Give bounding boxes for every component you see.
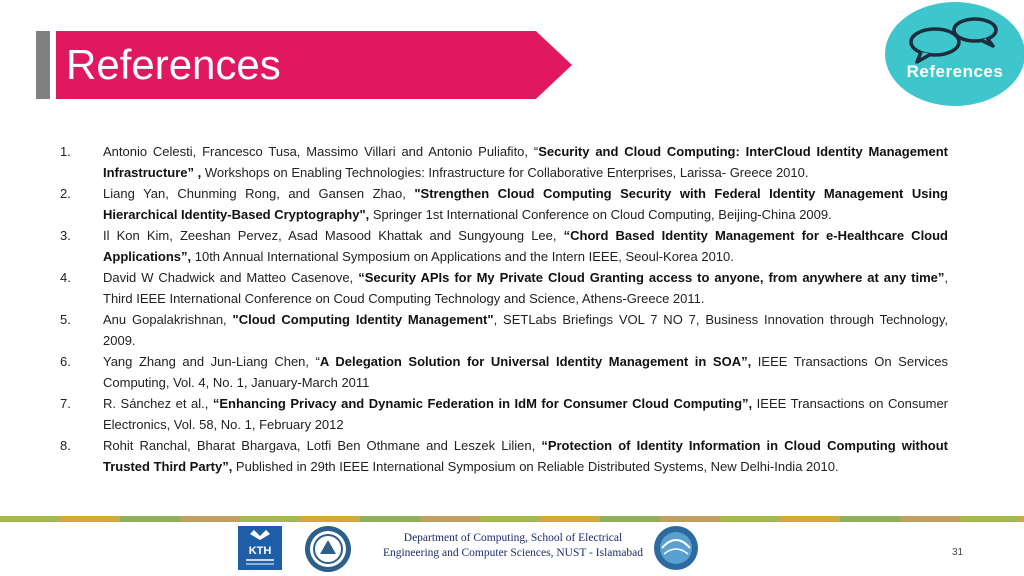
reference-item: [56, 394, 948, 435]
kth-logo: [236, 524, 284, 572]
references-badge: [885, 2, 1024, 106]
reference-item: [56, 268, 948, 309]
reference-authors: Rohit Ranchal, Bharat Bhargava, Lotfi Ben Othmane and Leszek Lilien,: [103, 438, 542, 453]
reference-authors: Il Kon Kim, Zeeshan Pervez, Asad Masood Khattak and Sungyoung Lee,: [103, 228, 564, 243]
reference-venue: , Third IEEE International Conference on Coud Computing Technology and Science, Athens-Greece 2011.: [103, 270, 948, 306]
title-accent-bar: [36, 31, 50, 99]
svg-text:KTH: KTH: [248, 545, 272, 557]
reference-number: 8.: [60, 438, 71, 453]
speech-bubbles-icon: [885, 2, 1024, 106]
footer-stripe: [0, 516, 1024, 522]
reference-venue: Springer 1st International Conference on Cloud Computing, Beijing-China 2009.: [369, 206, 832, 222]
reference-authors: Liang Yan, Chunming Rong, and Gansen Zhao,: [103, 186, 415, 201]
page-number: 31: [952, 547, 964, 558]
reference-authors: Antonio Celesti, Francesco Tusa, Massimo Villari and Antonio Puliafito, “: [103, 144, 539, 159]
reference-number: 6.: [60, 354, 71, 369]
reference-title: Security and Cloud Computing: InterCloud Identity Management Infrastructure” ,: [103, 144, 948, 180]
reference-item: [56, 436, 948, 477]
reference-venue: IEEE Transactions On Services Computing, Vol. 4, No. 1, January-March 2011: [103, 354, 949, 390]
slide-title: References: [66, 41, 281, 88]
nust-seal-logo: [302, 524, 354, 572]
reference-title: "Strengthen Cloud Computing Security with Federal Identity Management Using Hierarchical Identity-Based Cryptography",: [103, 186, 948, 222]
reference-venue: Published in 29th IEEE International Symposium on Reliable Distributed Systems, New Delhi-India 2010.: [232, 458, 839, 474]
reference-venue: Workshops on Enabling Technologies: Infrastructure for Collaborative Enterprises, Larissa- Greece 2010.: [201, 164, 809, 180]
reference-item: [56, 226, 948, 267]
reference-number: 4.: [60, 270, 71, 285]
reference-title: A Delegation Solution for Universal Identity Management in SOA”,: [319, 354, 752, 369]
reference-authors: David W Chadwick and Matteo Casenove,: [103, 270, 359, 285]
reference-number: 3.: [60, 228, 71, 243]
badge-label: References: [906, 62, 1004, 81]
ais-logo: [652, 524, 700, 572]
reference-item: [56, 352, 948, 393]
reference-venue: IEEE Transactions on Consumer Electronics, Vol. 58, No. 1, February 2012: [103, 396, 948, 432]
reference-authors: R. Sánchez et al.,: [103, 396, 213, 411]
reference-number: 5.: [60, 312, 71, 327]
footer-department: Department of Computing, School of Electrical Engineering and Computer Sciences, NUST - Islamabad: [382, 532, 644, 559]
reference-number: 2.: [60, 186, 71, 201]
reference-item: [56, 142, 948, 183]
reference-item: [56, 310, 948, 351]
reference-title: “Protection of Identity Information in Cloud Computing without Trusted Third Party”,: [103, 438, 948, 474]
reference-number: 7.: [60, 396, 71, 411]
reference-venue: , SETLabs Briefings VOL 7 NO 7, Business Innovation through Technology, 2009.: [103, 312, 948, 348]
reference-title: “Chord Based Identity Management for e-Healthcare Cloud Applications”,: [103, 228, 948, 264]
reference-title: "Cloud Computing Identity Management": [232, 312, 494, 327]
references-list: [56, 142, 948, 478]
reference-authors: Yang Zhang and Jun-Liang Chen, “: [103, 354, 320, 369]
reference-item: [56, 184, 948, 225]
reference-title: “Enhancing Privacy and Dynamic Federation in IdM for Consumer Cloud Computing”,: [212, 396, 753, 411]
reference-authors: Anu Gopalakrishnan,: [103, 312, 233, 327]
reference-number: 1.: [60, 144, 71, 159]
reference-venue: 10th Annual International Symposium on Applications and the Intern IEEE, Seoul-Korea 2010.: [191, 248, 734, 264]
reference-title: “Security APIs for My Private Cloud Granting access to anyone, from anywhere at any time”: [358, 270, 945, 285]
